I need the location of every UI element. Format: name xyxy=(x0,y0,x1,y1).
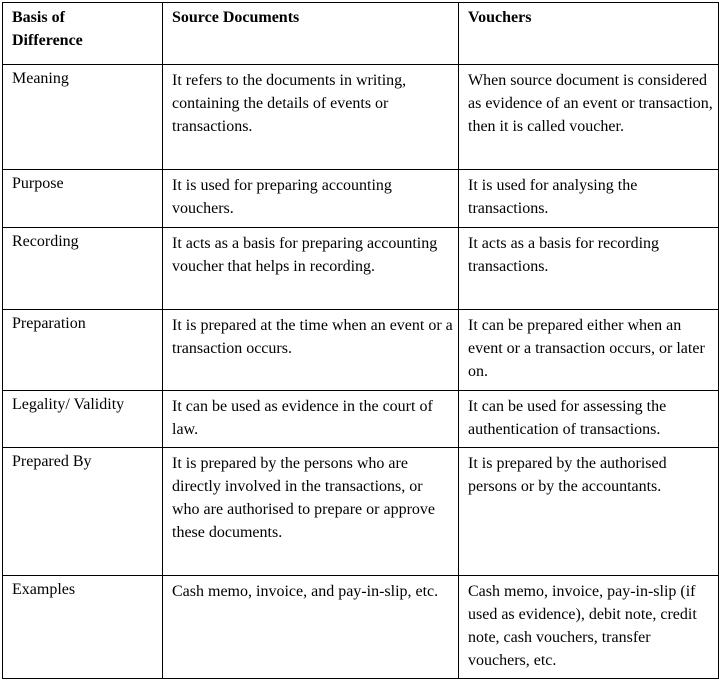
row-source-prepared-by: It is prepared by the persons who are directly involved in the transactions, or who are authorised to prepare or approve these documents. xyxy=(163,448,459,576)
header-vouchers: Vouchers xyxy=(459,3,719,65)
row-vouchers-prepared-by: It is prepared by the authorised persons or by the accountants. xyxy=(459,448,719,576)
row-source-recording: It acts as a basis for preparing accounting voucher that helps in recording. xyxy=(163,228,459,310)
header-source-documents: Source Documents xyxy=(163,3,459,65)
table-row xyxy=(3,448,719,576)
table-row xyxy=(3,310,719,391)
row-vouchers-purpose: It is used for analysing the transactions. xyxy=(459,170,719,228)
table-row xyxy=(3,65,719,170)
row-basis-recording: Recording xyxy=(3,228,163,310)
row-basis-purpose: Purpose xyxy=(3,170,163,228)
table-row xyxy=(3,576,719,679)
row-source-legality: It can be used as evidence in the court of law. xyxy=(163,391,459,448)
row-basis-meaning: Meaning xyxy=(3,65,163,170)
row-vouchers-preparation: It can be prepared either when an event or a transaction occurs, or later on. xyxy=(459,310,719,391)
header-row xyxy=(3,3,719,65)
row-vouchers-examples: Cash memo, invoice, pay-in-slip (if used as evidence), debit note, credit note, cash vouchers, transfer vouchers, etc. xyxy=(459,576,719,679)
table-row xyxy=(3,170,719,228)
table-row xyxy=(3,228,719,310)
row-basis-preparation: Preparation xyxy=(3,310,163,391)
row-vouchers-legality: It can be used for assessing the authentication of transactions. xyxy=(459,391,719,448)
row-vouchers-meaning: When source document is considered as evidence of an event or transaction, then it is called voucher. xyxy=(459,65,719,170)
comparison-table xyxy=(2,2,719,679)
row-source-meaning: It refers to the documents in writing, containing the details of events or transactions. xyxy=(163,65,459,170)
row-source-preparation: It is prepared at the time when an event or a transaction occurs. xyxy=(163,310,459,391)
row-vouchers-recording: It acts as a basis for recording transactions. xyxy=(459,228,719,310)
header-basis: Basis of Difference xyxy=(3,3,163,65)
table-row xyxy=(3,391,719,448)
row-basis-prepared-by: Prepared By xyxy=(3,448,163,576)
row-basis-examples: Examples xyxy=(3,576,163,679)
row-basis-legality: Legality/ Validity xyxy=(3,391,163,448)
row-source-examples: Cash memo, invoice, and pay-in-slip, etc. xyxy=(163,576,459,679)
row-source-purpose: It is used for preparing accounting vouchers. xyxy=(163,170,459,228)
